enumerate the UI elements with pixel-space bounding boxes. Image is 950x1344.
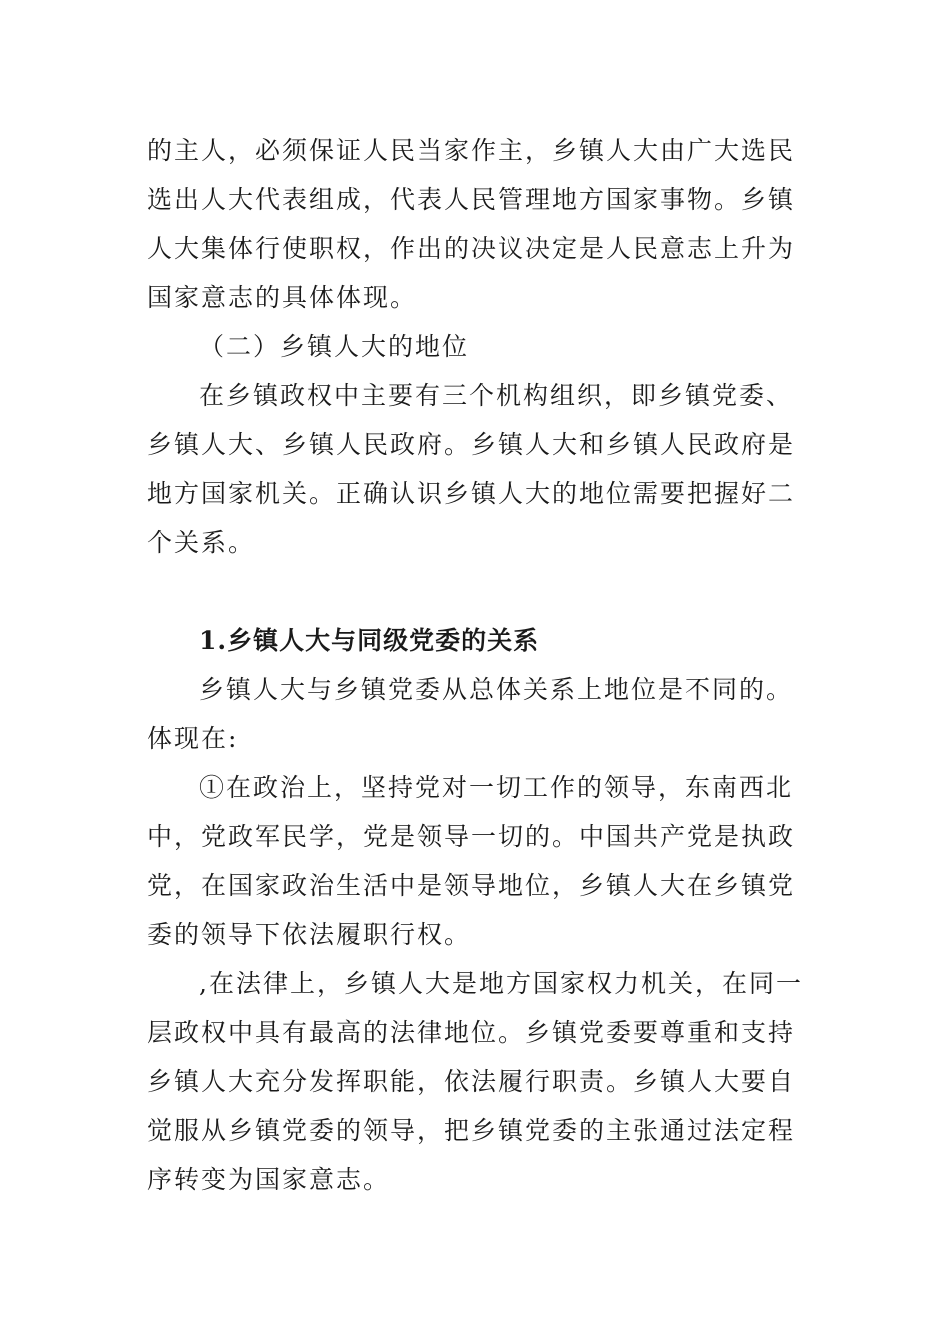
paragraph-organs: 在乡镇政权中主要有三个机构组织，即乡镇党委、乡镇人大、乡镇人民政府。乡镇人大和乡镇人民政府是地方国家机关。正确认识乡镇人大的地位需要把握好二个关系。 [147,381,796,557]
paragraph-relation: 乡镇人大与乡镇党委从总体关系上地位是不同的。体现在: [147,675,794,753]
paragraph-continuation: 的主人，必须保证人民当家作主，乡镇人大由广大选民选出人大代表组成，代表人民管理地方国家事物。乡镇人大集体行使职权，作出的决议决定是人民意志上升为国家意志的具体体现。 [147,136,796,312]
paragraph-political: ①在政治上，坚持党对一切工作的领导，东南西北中，党政军民学，党是领导一切的。中国共产党是执政党，在国家政治生活中是领导地位，乡镇人大在乡镇党委的领导下依法履职行权。 [147,773,796,949]
paragraph-legal: ,在法律上，乡镇人大是地方国家权力机关，在同一层政权中具有最高的法律地位。乡镇党委要尊重和支持乡镇人大充分发挥职能，依法履行职责。乡镇人大要自觉服从乡镇党委的领导，把乡镇党委的主张通过法定程序转变为国家意志。 [147,969,803,1194]
document-body [147,126,807,1204]
section-heading-2: （二）乡镇人大的地位 [199,332,470,361]
subsection-heading-1: 1.乡镇人大与同级党委的关系 [199,626,540,655]
